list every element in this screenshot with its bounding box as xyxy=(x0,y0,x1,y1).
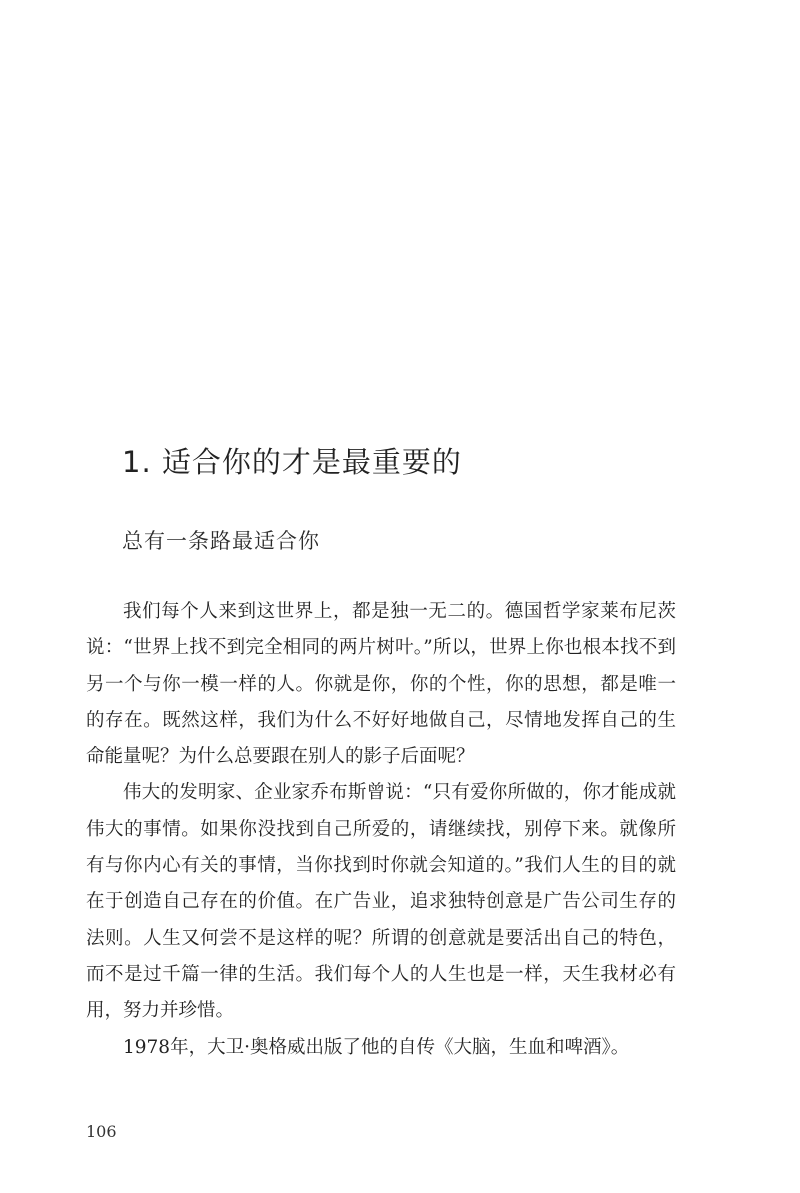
chapter-title: 1. 适合你的才是最重要的 xyxy=(122,445,462,479)
paragraph-1: 我们每个人来到这世界上，都是独一无二的。德国哲学家莱布尼茨说：“世界上找不到完全相同的两片树叶。”所以，世界上你也根本找不到另一个与你一模一样的人。你就是你，你的个性，你的思想，都是唯一的存在。既然这样，我们为什么不好好地做自己，尽情地发挥自己的生命能量呢？为什么总要跟在别人的影子后面呢？ xyxy=(86,601,676,768)
paragraph-2: 伟大的发明家、企业家乔布斯曾说：“只有爱你所做的，你才能成就伟大的事情。如果你没找到自己所爱的，请继续找，别停下来。就像所有与你内心有关的事情，当你找到时你就会知道的。”我们人生的目的就在于创造自己存在的价值。在广告业，追求独特创意是广告公司生存的法则。人生又何尝不是这样的呢？所谓的创意就是要活出自己的特色，而不是过千篇一律的生活。我们每个人的人生也是一样，天生我材必有用，努力并珍惜。 xyxy=(86,782,676,1022)
section-title: 总有一条路最适合你 xyxy=(122,529,320,553)
paragraph-3: 1978年，大卫·奥格威出版了他的自传《大脑，生血和啤酒》。 xyxy=(123,1036,630,1058)
page-number: 106 xyxy=(86,1122,117,1141)
body-text xyxy=(86,594,676,1066)
